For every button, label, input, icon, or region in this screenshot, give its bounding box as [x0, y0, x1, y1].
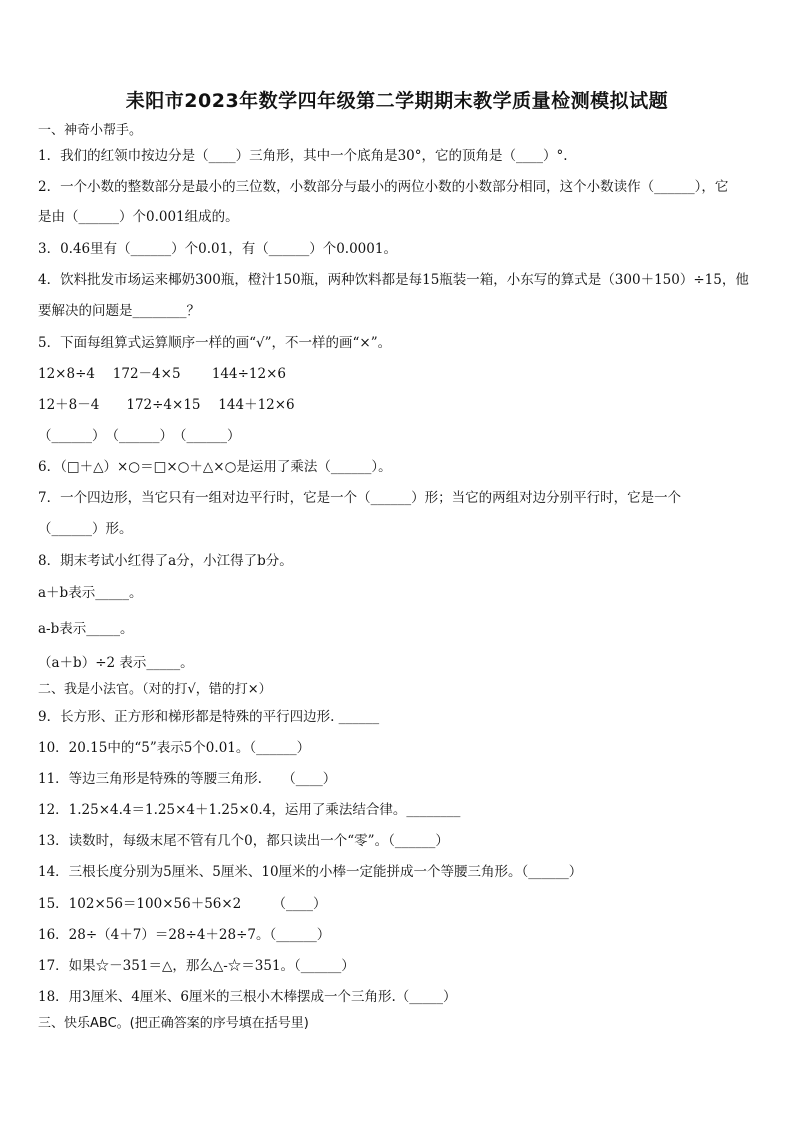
question-12: 12．1.25×4.4＝1.25×4＋1.25×0.4，运用了乘法结合律。________	[38, 802, 461, 818]
question-8: 8．期末考试小红得了a分，小江得了b分。	[38, 553, 293, 569]
question-17: 17．如果☆－351＝△，那么△-☆＝351。（______）	[38, 958, 355, 974]
section-3-heading: 三、快乐ABC。(把正确答案的序号填在括号里)	[38, 1016, 309, 1031]
question-11: 11．等边三角形是特殊的等腰三角形. （____）	[38, 771, 337, 787]
page-title: 耒阳市2023年数学四年级第二学期期末教学质量检测模拟试题	[125, 90, 669, 112]
question-5: 5．下面每组算式运算顺序一样的画“√”，不一样的画“×”。	[38, 335, 392, 351]
question-14: 14．三根长度分别为5厘米、5厘米、10厘米的小棒一定能拼成一个等腰三角形。（______）	[38, 864, 583, 880]
question-8-part-c: （a＋b）÷2 表示_____。	[38, 655, 194, 671]
question-13: 13．读数时，每级末尾不管有几个0，都只读出一个“零”。（______）	[38, 833, 449, 849]
question-2-line-1: 2．一个小数的整数部分是最小的三位数，小数部分与最小的两位小数的小数部分相同，这个小数读作（______），它	[38, 179, 729, 195]
question-6: 6．（□＋△）×○＝□×○＋△×○是运用了乘法（______）。	[38, 459, 392, 475]
question-9: 9．长方形、正方形和梯形都是特殊的平行四边形. ______	[38, 709, 380, 725]
question-8-part-b: a-b表示_____。	[38, 621, 134, 637]
question-4-line-2: 要解决的问题是________？	[38, 303, 200, 319]
question-3: 3．0.46里有（______）个0.01，有（______）个0.0001。	[38, 241, 397, 257]
question-4-line-1: 4．饮料批发市场运来椰奶300瓶，橙汁150瓶，两种饮料都是每15瓶装一箱，小东写的算式是（300＋150）÷15，他	[38, 272, 749, 288]
question-1: 1．我们的红领巾按边分是（____）三角形，其中一个底角是30°，它的顶角是（____）°.	[38, 148, 568, 164]
question-5-row-1: 12×8÷4 172－4×5 144÷12×6	[38, 366, 286, 382]
question-7-line-1: 7．一个四边形，当它只有一组对边平行时，它是一个（______）形；当它的两组对边分别平行时，它是一个	[38, 490, 682, 506]
question-5-answer-blanks: （______） （______） （______）	[38, 428, 241, 444]
question-5-row-2: 12＋8－4 172÷4×15 144＋12×6	[38, 397, 295, 413]
section-1-heading: 一、神奇小帮手。	[38, 123, 143, 138]
question-16: 16．28÷（4＋7）＝28÷4＋28÷7。（______）	[38, 927, 331, 943]
section-2-heading: 二、我是小法官。（对的打√，错的打×）	[38, 682, 272, 697]
question-10: 10．20.15中的“5”表示5个0.01。（______）	[38, 740, 311, 756]
question-2-line-2: 是由（______）个0.001组成的。	[38, 209, 239, 225]
question-7-line-2: （______）形。	[38, 521, 133, 537]
question-8-part-a: a＋b表示_____。	[38, 585, 143, 601]
question-15: 15．102×56＝100×56＋56×2 （____）	[38, 896, 327, 912]
question-18: 18．用3厘米、4厘米、6厘米的三根小木棒摆成一个三角形.（_____）	[38, 989, 457, 1005]
